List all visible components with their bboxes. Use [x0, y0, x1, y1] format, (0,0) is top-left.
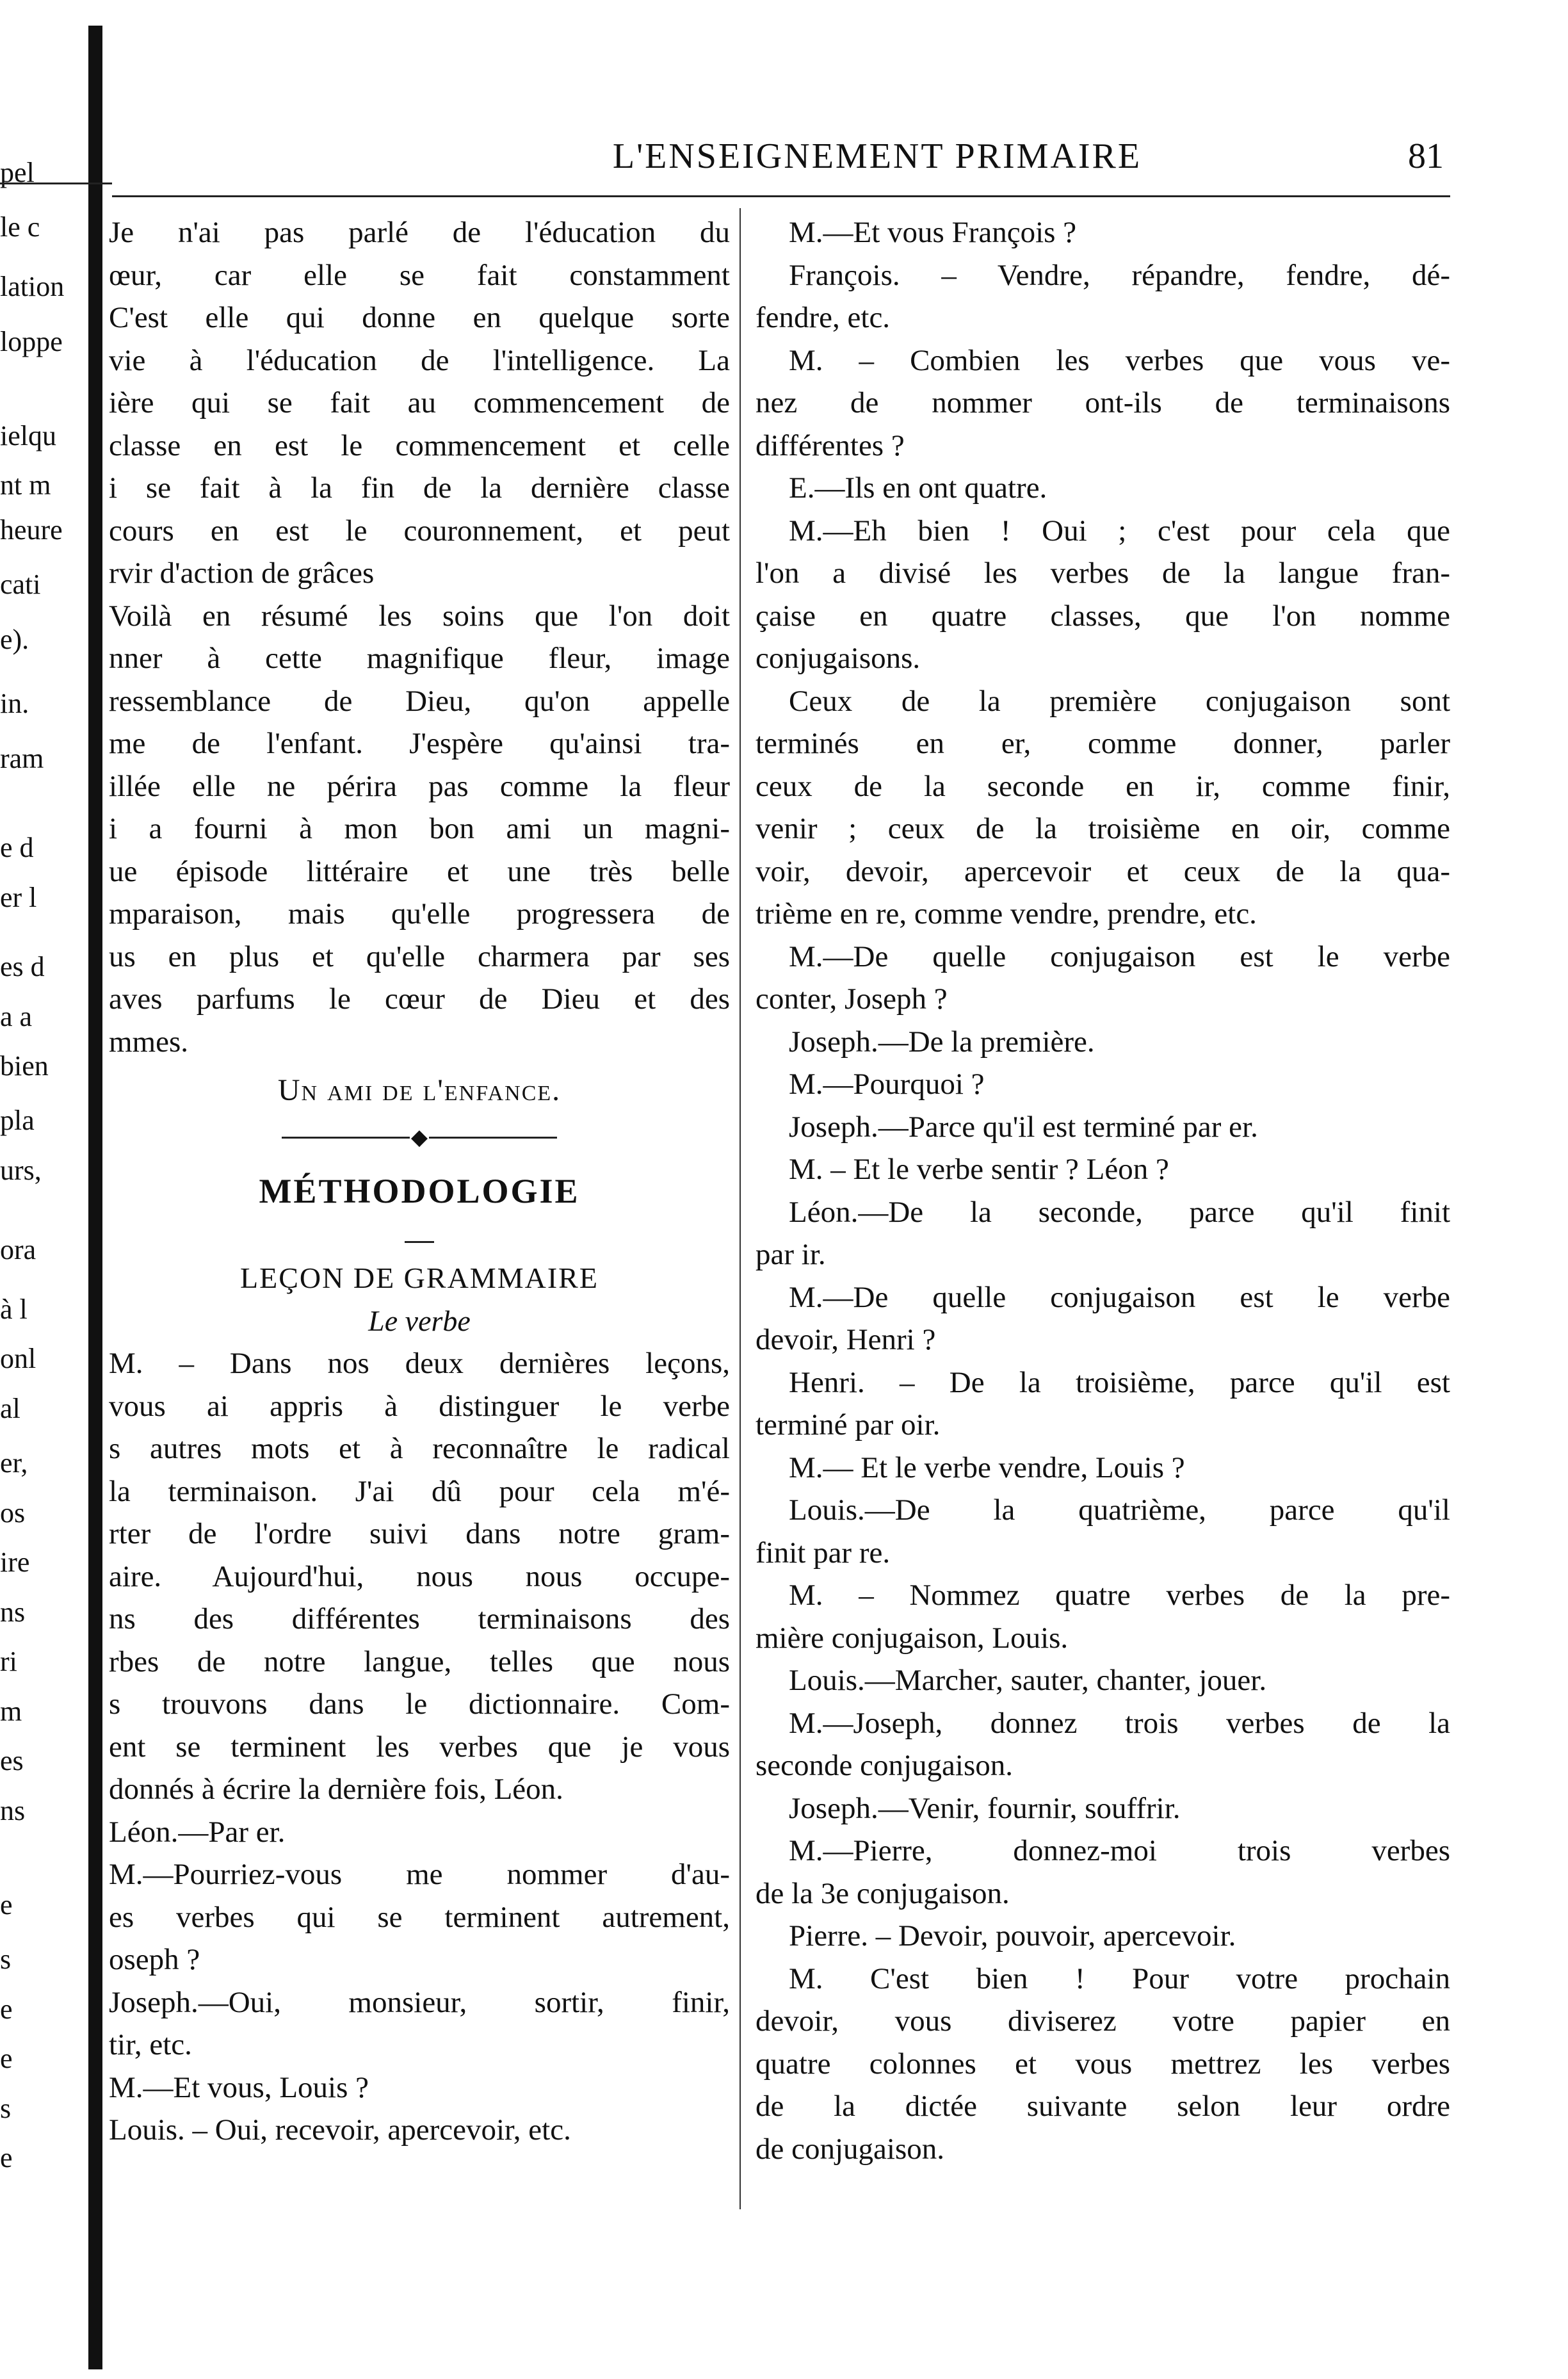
column-divider [740, 208, 741, 2209]
dialogue-line: es verbes qui se terminent autrement, [109, 1900, 730, 1934]
dialogue-line: Henri. – De la troisième, parce qu'il est [789, 1365, 1450, 1399]
facing-page-fragment: loppe [0, 325, 63, 357]
signature: Un ami de l'enfance. [277, 1073, 562, 1107]
facing-page-fragment: pla [0, 1105, 35, 1137]
dialogue-line: devoir, Henri ? [756, 1323, 936, 1356]
dialogue-line: M.— Et le verbe vendre, Louis ? [789, 1450, 1185, 1484]
facing-page-fragment: ns [0, 1596, 26, 1628]
facing-page-fragments [0, 154, 96, 2173]
facing-page-fragment: e [0, 2043, 13, 2074]
text-line: s autres mots et à reconnaître le radical [109, 1432, 730, 1465]
dialogue-line: Joseph.—Venir, fournir, souffrir. [789, 1791, 1181, 1825]
facing-page-fragment: er l [0, 881, 37, 913]
lesson-subtitle: Le verbe [368, 1304, 471, 1337]
dialogue-line: Léon.—Par er. [109, 1815, 286, 1849]
facing-page-fragment: al [0, 1392, 20, 1424]
dialogue-line: quatre colonnes et vous mettrez les verbes [756, 2047, 1450, 2081]
facing-page-fragment: ora [0, 1233, 36, 1265]
text-line: illée elle ne périra pas comme la fleur [109, 769, 730, 803]
dialogue-line: terminés en er, comme donner, parler [756, 727, 1450, 760]
dialogue-line: ceux de la seconde en ir, comme finir, [756, 769, 1450, 803]
facing-page-fragment: cati [0, 569, 41, 601]
dialogue-line: différentes ? [756, 428, 905, 462]
facing-page-fragment: ri [0, 1646, 17, 1677]
facing-page-fragment: s [0, 1944, 12, 1975]
facing-page-fragment: lation [0, 271, 65, 303]
dialogue-line: seconde conjugaison. [756, 1749, 1014, 1782]
dialogue-line: l'on a divisé les verbes de la langue fran- [756, 556, 1450, 590]
text-line: la terminaison. J'ai dû pour cela m'é- [109, 1474, 730, 1508]
facing-page-fragment: ielqu [0, 419, 56, 451]
facing-page-fragment: s [0, 2092, 12, 2124]
facing-page-fragment: a a [0, 1000, 33, 1032]
dialogue-line: nez de nommer ont-ils de terminaisons [756, 386, 1450, 419]
dialogue-line: Léon.—De la seconde, parce qu'il finit [789, 1195, 1450, 1229]
dialogue-line: fendre, etc. [756, 301, 891, 334]
dialogue-line: Joseph.—De la première. [789, 1025, 1095, 1059]
facing-page-fragment: er, [0, 1447, 28, 1479]
facing-page-fragment: e). [0, 623, 29, 655]
text-line: ns des différentes terminaisons des [109, 1602, 730, 1636]
left-column [109, 211, 730, 2222]
dialogue-line: voir, devoir, apercevoir et ceux de la qua- [756, 854, 1450, 888]
text-line: i a fourni à mon bon ami un magni- [109, 812, 730, 845]
facing-page-fragment: le c [0, 211, 40, 243]
text-line: cours en est le couronnement, et peut [109, 514, 730, 548]
facing-page-fragment: ns [0, 1794, 26, 1826]
dialogue-line: M. C'est bien ! Pour votre prochain [789, 1961, 1450, 1995]
facing-page-fragment: bien [0, 1050, 49, 1082]
dialogue-line: M.—De quelle conjugaison est le verbe [789, 1280, 1450, 1314]
dialogue-line: Ceux de la première conjugaison sont [789, 684, 1450, 718]
dialogue-line: conjugaisons. [756, 642, 921, 675]
text-line: Je n'ai pas parlé de l'éducation du [109, 216, 730, 249]
text-line: vous ai appris à distinguer le verbe [109, 1389, 730, 1423]
facing-page-rule [0, 183, 112, 184]
paragraph-voila-resume [109, 595, 730, 1064]
binding-gutter [88, 26, 102, 2369]
dialogue-line: Louis. – Oui, recevoir, apercevoir, etc. [109, 2113, 571, 2147]
text-line: aves parfums le cœur de Dieu et des [109, 982, 730, 1016]
facing-page-fragment: e d [0, 832, 34, 863]
dialogue-line: M.—De quelle conjugaison est le verbe [789, 939, 1450, 973]
facing-page-fragment: e [0, 2142, 13, 2173]
facing-page-fragment: ire [0, 1547, 30, 1578]
facing-page-fragment: heure [0, 514, 63, 546]
text-line: œur, car elle se fait constamment [109, 258, 730, 292]
dialogue-line: par ir. [756, 1238, 826, 1271]
dialogue-line: terminé par oir. [756, 1408, 941, 1441]
facing-page-fragment: à l [0, 1293, 28, 1325]
text-line: Voilà en résumé les soins que l'on doit [109, 599, 730, 633]
dialogue-line: tir, etc. [109, 2028, 192, 2061]
facing-page-fragment: pel [0, 157, 35, 188]
facing-page-fragment: urs, [0, 1154, 42, 1186]
facing-page-fragment: es d [0, 951, 45, 982]
text-line: classe en est le commencement et celle [109, 428, 730, 462]
dialogue-line: M.—Pourquoi ? [789, 1068, 985, 1101]
text-line: aire. Aujourd'hui, nous nous occupe- [109, 1559, 730, 1593]
dialogue-line: M.—Eh bien ! Oui ; c'est pour cela que [789, 514, 1450, 548]
text-line: C'est elle qui donne en quelque sorte [109, 301, 730, 334]
title-dash [109, 1212, 730, 1257]
text-line: s trouvons dans le dictionnaire. Com- [109, 1687, 730, 1721]
running-head: L'ENSEIGNEMENT PRIMAIRE [612, 136, 1142, 176]
dialogue-line: M.—Et vous, Louis ? [109, 2070, 369, 2104]
text-line: rbes de notre langue, telles que nous [109, 1644, 730, 1678]
paragraph-education-coeur [109, 211, 730, 595]
dialogue-line: M.—Joseph, donnez trois verbes de la [789, 1706, 1450, 1740]
dialogue-line: de la 3e conjugaison. [756, 1876, 1010, 1910]
dialogue-line: oseph ? [109, 1943, 200, 1976]
dialogue-line: François. – Vendre, répandre, fendre, dé- [789, 258, 1450, 292]
dialogue-line: M.—Et vous François ? [789, 216, 1077, 249]
text-line: ent se terminent les verbes que je vous [109, 1730, 730, 1764]
dialogue-left [109, 1811, 730, 2152]
dialogue-line: mière conjugaison, Louis. [756, 1621, 1069, 1655]
dialogue-line: Louis.—Marcher, sauter, chanter, jouer. [789, 1664, 1267, 1697]
dialogue-line: M. – Et le verbe sentir ? Léon ? [789, 1153, 1169, 1186]
lesson-title: LEÇON DE GRAMMAIRE [240, 1262, 599, 1294]
facing-page-fragment: ram [0, 742, 44, 774]
text-line: me de l'enfant. J'espère qu'ainsi tra- [109, 727, 730, 760]
dialogue-line: devoir, vous diviserez votre papier en [756, 2004, 1450, 2038]
text-line: ressemblance de Dieu, qu'on appelle [109, 684, 730, 718]
text-line: M. – Dans nos deux dernières leçons, [109, 1347, 730, 1380]
dialogue-line: M.—Pierre, donnez-moi trois verbes [789, 1834, 1450, 1867]
dialogue-line: Joseph.—Oui, monsieur, sortir, finir, [109, 1985, 730, 2019]
right-column [756, 211, 1450, 2222]
dialogue-line: venir ; ceux de la troisième en oir, comme [756, 812, 1450, 845]
dialogue-line: finit par re. [756, 1536, 891, 1570]
paragraph-lesson-intro [109, 1342, 730, 1811]
facing-page-fragment: m [0, 1695, 22, 1727]
dialogue-line: çaise en quatre classes, que l'on nomme [756, 599, 1450, 633]
text-line: ière qui se fait au commencement de [109, 386, 730, 419]
facing-page-fragment: onl [0, 1343, 36, 1375]
text-line: ue épisode littéraire et une très belle [109, 854, 730, 888]
text-line: us en plus et qu'elle charmera par ses [109, 939, 730, 973]
dialogue-line: E.—Ils en ont quatre. [789, 471, 1047, 505]
dialogue-line: trième en re, comme vendre, prendre, etc. [756, 897, 1257, 930]
dialogue-line: de conjugaison. [756, 2132, 944, 2166]
text-line: donnés à écrire la dernière fois, Léon. [109, 1773, 563, 1806]
text-line: i se fait à la fin de la dernière classe [109, 471, 730, 505]
text-line: vie à l'éducation de l'intelligence. La [109, 343, 730, 377]
section-title: MÉTHODOLOGIE [259, 1171, 580, 1210]
text-line: nner à cette magnifique fleur, image [109, 642, 730, 675]
facing-page-fragment: nt m [0, 469, 51, 501]
dialogue-line: M. – Combien les verbes que vous ve- [789, 343, 1450, 377]
text-line: mparaison, mais qu'elle progressera de [109, 897, 730, 930]
dialogue-line: M.—Pourriez-vous me nommer d'au- [109, 1858, 730, 1891]
page-number: 81 [1408, 136, 1444, 176]
section-ornament: ◆ [109, 1112, 730, 1164]
dialogue-line: M. – Nommez quatre verbes de la pre- [789, 1579, 1450, 1612]
dialogue-line: de la dictée suivante selon leur ordre [756, 2090, 1450, 2123]
dialogue-line: conter, Joseph ? [756, 982, 948, 1016]
text-line: rter de l'ordre suivi dans notre gram- [109, 1517, 730, 1550]
facing-page-fragment: es [0, 1745, 24, 1776]
facing-page-fragment: e [0, 1993, 13, 2025]
text-line: rvir d'action de grâces [109, 556, 375, 590]
header-rule [112, 195, 1450, 197]
facing-page-fragment: os [0, 1497, 26, 1529]
text-line: mmes. [109, 1025, 189, 1059]
facing-page-fragment: in. [0, 688, 29, 720]
facing-page-fragment: e [0, 1888, 13, 1920]
dialogue-line: Joseph.—Parce qu'il est terminé par er. [789, 1110, 1258, 1144]
dialogue-line: Pierre. – Devoir, pouvoir, apercevoir. [789, 1919, 1236, 1953]
dialogue-line: Louis.—De la quatrième, parce qu'il [789, 1493, 1450, 1527]
